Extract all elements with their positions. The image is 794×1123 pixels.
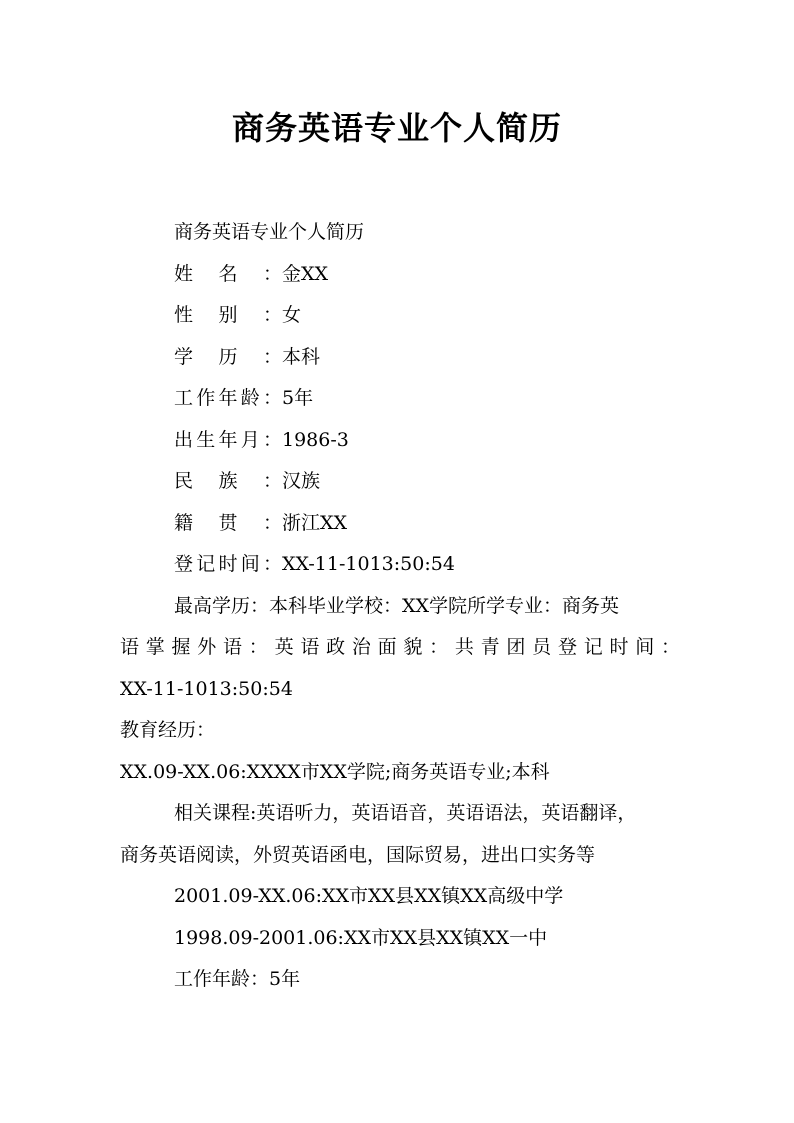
field-key: 登记时间：: [174, 553, 282, 575]
summary-line-1: 最高学历：本科毕业学校：XX学院所学专业：商务英: [174, 594, 620, 617]
field-birth-date: [120, 420, 680, 462]
field-registration-time: [120, 544, 680, 586]
field-key: 姓名：: [174, 262, 282, 285]
field-gender: [120, 295, 680, 337]
field-key: 出生年月：: [174, 428, 282, 451]
field-key: 工作年龄：: [174, 387, 282, 409]
field-value: XX-11-1013:50:54: [282, 553, 455, 575]
education-middleschool: 1998.09-2001.06:XX市XX县XX镇XX一中: [174, 926, 548, 949]
education-university: XX.09-XX.06:XXXX市XX学院;商务英语专业;本科: [120, 760, 550, 783]
field-value: 汉族: [282, 470, 321, 492]
field-value: 女: [282, 304, 302, 326]
field-key: 籍贯：: [174, 511, 282, 534]
footer-work-years: 工作年龄：5年: [174, 968, 301, 990]
summary-line-2: 语掌握外语：英语政治面貌：共青团员登记时间：: [120, 636, 680, 658]
field-value: 金XX: [282, 262, 329, 285]
field-education: [120, 337, 680, 379]
education-courses-line-1: 相关课程:英语听力，英语语音，英语语法，英语翻译，: [174, 802, 637, 824]
education-courses-line-2: 商务英语阅读，外贸英语函电，国际贸易，进出口实务等: [120, 843, 596, 866]
education-heading: 教育经历：: [120, 719, 216, 741]
resume-subtitle: 商务英语专业个人简历: [174, 221, 365, 243]
field-ethnicity: [120, 461, 680, 503]
field-key: 学历：: [174, 345, 282, 368]
field-value: 1986-3: [282, 428, 349, 451]
resume-body: [120, 212, 680, 1001]
summary-line-3: XX-11-1013:50:54: [120, 677, 293, 700]
document-title: 商务英语专业个人简历: [231, 109, 562, 147]
field-name: [120, 254, 680, 296]
field-hometown: [120, 503, 680, 545]
field-key: 性别：: [174, 304, 282, 326]
field-value: 浙江XX: [282, 511, 348, 534]
field-value: 本科: [282, 345, 321, 368]
field-value: 5年: [282, 387, 314, 409]
field-key: 民族：: [174, 470, 282, 492]
field-work-years: [120, 378, 680, 420]
education-highschool: 2001.09-XX.06:XX市XX县XX镇XX高级中学: [174, 885, 564, 907]
